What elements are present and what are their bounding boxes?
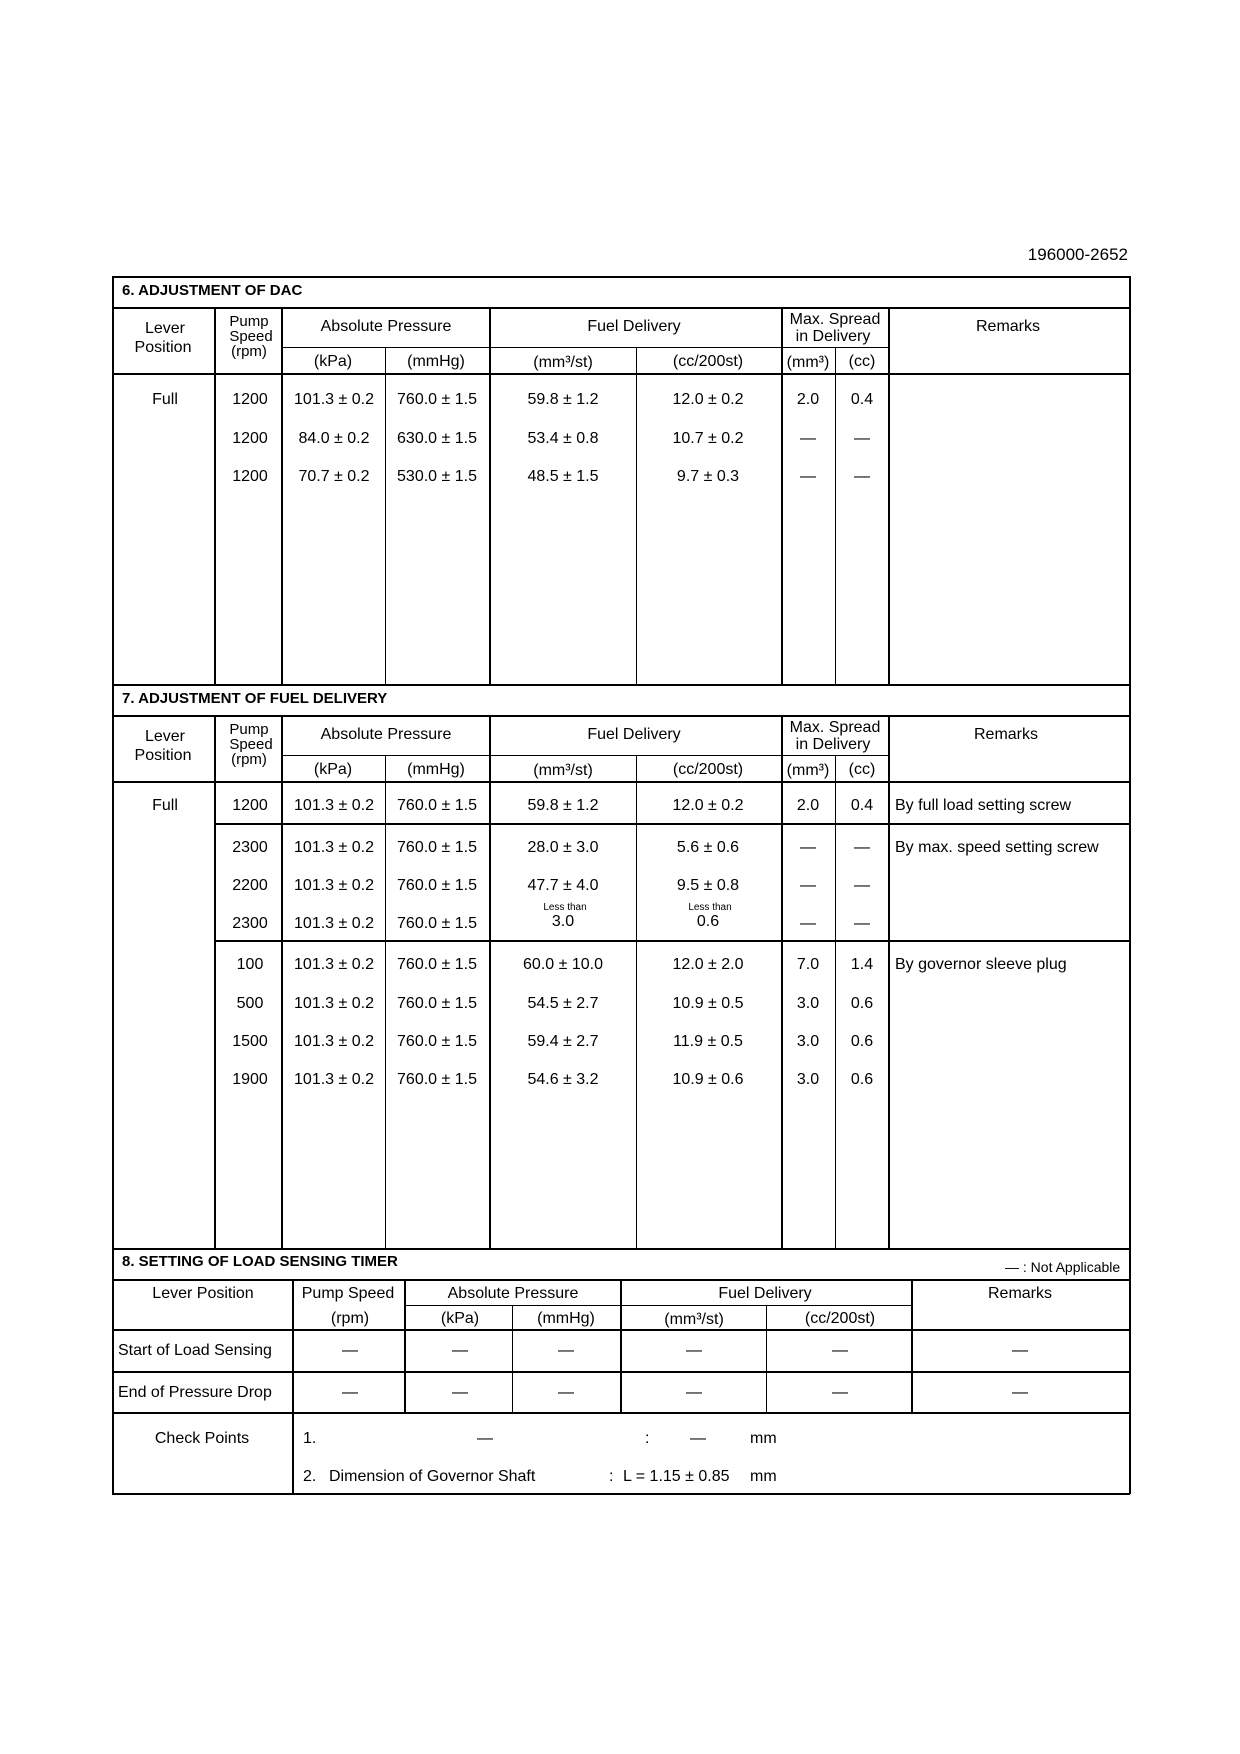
header-position: Position (134, 339, 192, 356)
unit-cc: (cc/200st) (672, 761, 744, 778)
pump-speed: 1200 (232, 430, 268, 447)
remark: By governor sleeve plug (895, 956, 1067, 973)
spread-cc: 0.6 (850, 1033, 874, 1050)
delivery-mm3: 60.0 ± 10.0 (523, 956, 603, 973)
not-applicable-note: — : Not Applicable (1005, 1259, 1121, 1275)
delivery-cc: 12.0 ± 0.2 (672, 391, 744, 408)
spread-cc: 0.6 (850, 1071, 874, 1088)
header-absolute-pressure: Absolute Pressure (320, 726, 452, 743)
pressure-mmhg: 760.0 ± 1.5 (397, 1033, 477, 1050)
pressure-kpa: 101.3 ± 0.2 (294, 797, 374, 814)
unit-kpa: (kPa) (313, 353, 353, 370)
delivery-cc: 0.6 (696, 913, 720, 930)
pump-speed: 2300 (232, 915, 268, 932)
delivery-mm3: 47.7 ± 4.0 (527, 877, 599, 894)
pressure-mmhg: 760.0 ± 1.5 (397, 391, 477, 408)
delivery-mm3: — (686, 1342, 702, 1359)
header-speed: Speed (229, 328, 273, 345)
pressure-mmhg: 530.0 ± 1.5 (397, 468, 477, 485)
header-lever: Lever (144, 728, 186, 745)
spread-cc: — (854, 877, 870, 894)
pressure-mmhg: 760.0 ± 1.5 (397, 839, 477, 856)
header-in-delivery: in Delivery (795, 736, 871, 753)
check-point-unit: mm (750, 1468, 777, 1485)
delivery-cc: 12.0 ± 0.2 (672, 797, 744, 814)
unit-spread-mm3: (mm³) (786, 354, 830, 371)
header-pump-speed: Pump Speed (301, 1285, 395, 1302)
header-fuel-delivery: Fuel Delivery (718, 1285, 812, 1302)
pressure-mmhg: 760.0 ± 1.5 (397, 995, 477, 1012)
check-point-colon: : (609, 1468, 614, 1485)
delivery-cc: 9.5 ± 0.8 (676, 877, 740, 894)
pressure-kpa: 101.3 ± 0.2 (294, 839, 374, 856)
unit-rpm: (rpm) (330, 1310, 370, 1327)
less-than-label: Less than (688, 902, 732, 913)
section-8-title: 8. SETTING OF LOAD SENSING TIMER (122, 1253, 398, 1270)
unit-kpa: (kPa) (313, 761, 353, 778)
spread-mm3: 7.0 (796, 956, 820, 973)
check-point-number: 2. (303, 1468, 317, 1485)
unit-mmhg: (mmHg) (407, 761, 465, 778)
delivery-cc: 12.0 ± 2.0 (672, 956, 744, 973)
delivery-mm3: 59.8 ± 1.2 (527, 391, 599, 408)
unit-spread-cc: (cc) (848, 353, 876, 370)
header-fuel-delivery: Fuel Delivery (587, 318, 681, 335)
pump-speed: 100 (236, 956, 264, 973)
pressure-kpa: 70.7 ± 0.2 (298, 468, 370, 485)
spread-mm3: 2.0 (796, 797, 820, 814)
check-point-value: — (690, 1430, 706, 1447)
delivery-cc: 11.9 ± 0.5 (673, 1033, 743, 1050)
spread-mm3: 3.0 (796, 995, 820, 1012)
header-remarks: Remarks (973, 726, 1039, 743)
pressure-mmhg: — (558, 1342, 574, 1359)
row-label: End of Pressure Drop (118, 1384, 272, 1401)
document-number: 196000-2652 (1027, 245, 1128, 264)
header-lever-position: Lever Position (152, 1285, 254, 1302)
pressure-kpa: 101.3 ± 0.2 (294, 915, 374, 932)
delivery-mm3: 54.6 ± 3.2 (527, 1071, 599, 1088)
remark: — (1012, 1384, 1028, 1401)
spread-mm3: 2.0 (796, 391, 820, 408)
delivery-cc: — (832, 1384, 848, 1401)
unit-mmhg: (mmHg) (407, 353, 465, 370)
spread-cc: 0.6 (850, 995, 874, 1012)
delivery-mm3: 54.5 ± 2.7 (527, 995, 599, 1012)
header-rpm: (rpm) (231, 343, 267, 360)
less-than-label: Less than (543, 902, 587, 913)
remark: By full load setting screw (895, 797, 1072, 814)
header-lever: Lever (144, 320, 186, 337)
pressure-mmhg: — (558, 1384, 574, 1401)
check-point-colon: : (645, 1430, 650, 1447)
spread-cc: — (854, 430, 870, 447)
unit-kpa: (kPa) (440, 1310, 480, 1327)
unit-mm3: (mm³/st) (533, 762, 593, 779)
header-absolute-pressure: Absolute Pressure (320, 318, 452, 335)
header-speed: Speed (229, 736, 273, 753)
spread-cc: 0.4 (850, 797, 874, 814)
header-max-spread: Max. Spread (789, 311, 881, 328)
spread-mm3: — (800, 877, 816, 894)
header-fuel-delivery: Fuel Delivery (587, 726, 681, 743)
header-position: Position (134, 747, 192, 764)
pump-speed: 1200 (232, 468, 268, 485)
check-points-label: Check Points (154, 1430, 250, 1447)
section-6-title: 6. ADJUSTMENT OF DAC (122, 282, 303, 299)
pressure-kpa: 101.3 ± 0.2 (294, 995, 374, 1012)
spread-cc: — (854, 915, 870, 932)
unit-cc: (cc/200st) (804, 1310, 876, 1327)
spread-cc: 1.4 (850, 956, 874, 973)
pump-speed: 1200 (232, 391, 268, 408)
delivery-cc: 5.6 ± 0.6 (676, 839, 740, 856)
pressure-mmhg: 760.0 ± 1.5 (397, 797, 477, 814)
unit-spread-cc: (cc) (848, 761, 876, 778)
header-rpm: (rpm) (231, 751, 267, 768)
header-remarks: Remarks (975, 318, 1041, 335)
pump-speed: — (342, 1384, 358, 1401)
lever-position: Full (152, 391, 178, 408)
pressure-kpa: 101.3 ± 0.2 (294, 1071, 374, 1088)
spread-mm3: 3.0 (796, 1071, 820, 1088)
pressure-kpa: — (452, 1342, 468, 1359)
delivery-mm3: 48.5 ± 1.5 (527, 468, 599, 485)
spread-mm3: — (800, 430, 816, 447)
delivery-mm3: 59.4 ± 2.7 (527, 1033, 599, 1050)
pressure-mmhg: 760.0 ± 1.5 (397, 915, 477, 932)
lever-position: Full (152, 797, 178, 814)
pressure-mmhg: 760.0 ± 1.5 (397, 1071, 477, 1088)
unit-mm3: (mm³/st) (533, 354, 593, 371)
pressure-mmhg: 760.0 ± 1.5 (397, 877, 477, 894)
remark: By max. speed setting screw (895, 839, 1099, 856)
delivery-mm3: 28.0 ± 3.0 (527, 839, 599, 856)
pressure-kpa: 101.3 ± 0.2 (294, 877, 374, 894)
pressure-mmhg: 630.0 ± 1.5 (397, 430, 477, 447)
delivery-mm3: — (686, 1384, 702, 1401)
row-label: Start of Load Sensing (118, 1342, 272, 1359)
pump-speed: 2200 (232, 877, 268, 894)
delivery-cc: 10.7 ± 0.2 (672, 430, 744, 447)
header-absolute-pressure: Absolute Pressure (447, 1285, 579, 1302)
spread-mm3: — (800, 468, 816, 485)
pressure-kpa: 101.3 ± 0.2 (294, 956, 374, 973)
spread-cc: — (854, 839, 870, 856)
delivery-cc: 9.7 ± 0.3 (676, 468, 740, 485)
pump-speed: 500 (236, 995, 264, 1012)
delivery-cc: 10.9 ± 0.6 (672, 1071, 744, 1088)
pressure-mmhg: 760.0 ± 1.5 (397, 956, 477, 973)
delivery-mm3: 53.4 ± 0.8 (527, 430, 599, 447)
delivery-mm3: 59.8 ± 1.2 (527, 797, 599, 814)
check-point-number: 1. (303, 1430, 317, 1447)
unit-mm3: (mm³/st) (664, 1311, 724, 1328)
pressure-kpa: 84.0 ± 0.2 (298, 430, 370, 447)
header-pump: Pump (229, 721, 269, 738)
spread-mm3: 3.0 (796, 1033, 820, 1050)
spread-cc: — (854, 468, 870, 485)
header-remarks: Remarks (987, 1285, 1053, 1302)
delivery-cc: — (832, 1342, 848, 1359)
remark: — (1012, 1342, 1028, 1359)
pressure-kpa: — (452, 1384, 468, 1401)
check-point-name: — (477, 1430, 493, 1447)
pump-speed: 2300 (232, 839, 268, 856)
header-in-delivery: in Delivery (795, 328, 871, 345)
pressure-kpa: 101.3 ± 0.2 (294, 391, 374, 408)
unit-cc: (cc/200st) (672, 353, 744, 370)
header-max-spread: Max. Spread (789, 719, 881, 736)
spread-cc: 0.4 (850, 391, 874, 408)
pump-speed: 1500 (232, 1033, 268, 1050)
check-point-unit: mm (750, 1430, 777, 1447)
check-point-value: L = 1.15 ± 0.85 (623, 1468, 730, 1485)
section-7-title: 7. ADJUSTMENT OF FUEL DELIVERY (122, 690, 388, 707)
spread-mm3: — (800, 915, 816, 932)
pump-speed: 1900 (232, 1071, 268, 1088)
delivery-cc: 10.9 ± 0.5 (672, 995, 744, 1012)
pressure-kpa: 101.3 ± 0.2 (294, 1033, 374, 1050)
unit-mmhg: (mmHg) (537, 1310, 595, 1327)
check-point-name: Dimension of Governor Shaft (329, 1468, 536, 1485)
unit-spread-mm3: (mm³) (786, 762, 830, 779)
delivery-mm3: 3.0 (551, 913, 575, 930)
pump-speed: — (342, 1342, 358, 1359)
header-pump: Pump (229, 313, 269, 330)
spread-mm3: — (800, 839, 816, 856)
pump-speed: 1200 (232, 797, 268, 814)
